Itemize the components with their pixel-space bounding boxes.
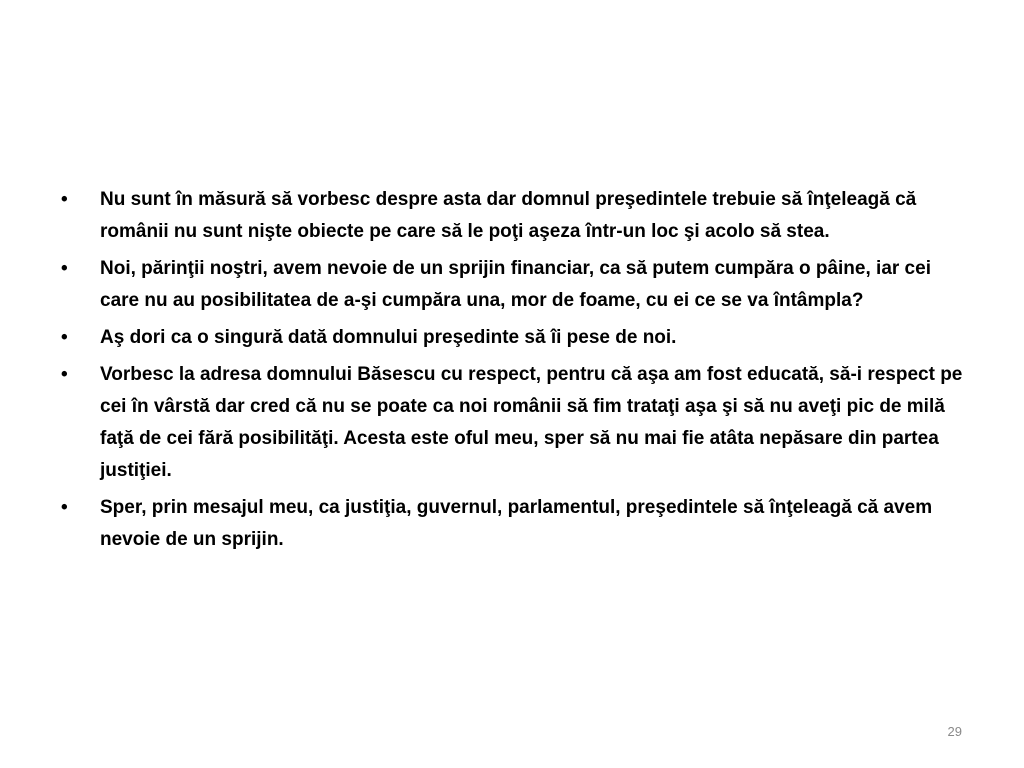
slide-number: 29: [947, 724, 962, 739]
bullet-icon: •: [61, 364, 68, 385]
bullet-list: [60, 184, 970, 561]
bullet-text: Aş dori ca o singură dată domnului preşedinte să îi pese de noi.: [100, 327, 677, 348]
bullet-icon: •: [61, 189, 68, 210]
bullet-icon: •: [61, 497, 68, 518]
bullet-text: Sper, prin mesajul meu, ca justiţia, guvernul, parlamentul, preşedintele să înţeleagă că avem nevoie de un sprijin.: [100, 497, 933, 550]
bullet-item: [60, 253, 970, 317]
bullet-item: [60, 492, 970, 556]
bullet-icon: •: [61, 327, 68, 348]
bullet-item: [60, 359, 970, 487]
bullet-item: [60, 184, 970, 248]
bullet-text: Vorbesc la adresa domnului Băsescu cu respect, pentru că aşa am fost educată, să-i respect pe cei în vârstă dar cred că nu se poate ca noi românii să fim trataţi aşa şi să nu aveţi pic de milă faţă de cei fără posibilităţi. Acesta este oful meu, sper să nu mai fie atâta nepăsare din partea justiţiei.: [100, 364, 963, 481]
bullet-text: Nu sunt în măsură să vorbesc despre asta dar domnul preşedintele trebuie să înţeleagă că românii nu sunt nişte obiecte pe care să le poţi aşeza într-un loc şi acolo să stea.: [100, 189, 917, 242]
bullet-icon: •: [61, 258, 68, 279]
bullet-item: [60, 322, 970, 354]
bullet-text: Noi, părinţii noştri, avem nevoie de un sprijin financiar, ca să putem cumpăra o pâine, iar cei care nu au posibilitatea de a-şi cumpăra una, mor de foame, cu ei ce se va întâmpla?: [100, 258, 931, 311]
